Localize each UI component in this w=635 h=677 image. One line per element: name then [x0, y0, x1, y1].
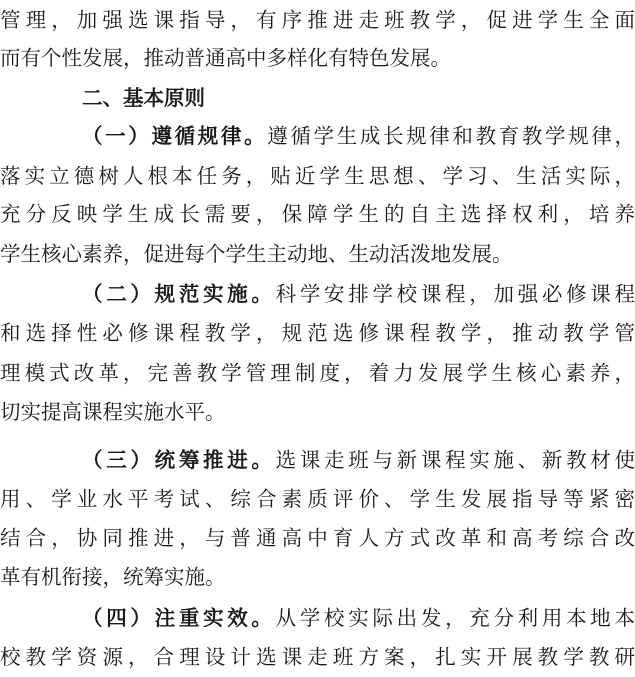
paragraph-line: 校教学资源，合理设计选课走班方案，扎实开展教学教研 [0, 645, 635, 669]
principle-3-first-line [82, 440, 635, 480]
principle-3-text: 选课走班与新课程实施、新教材使 [275, 448, 635, 472]
paragraph-line: 学生核心素养，促进每个学生主动地、生动活泼地发展。 [0, 242, 513, 266]
paragraph-line: 切实提高课程实施水平。 [0, 400, 226, 424]
principle-2-first-line [82, 274, 635, 314]
principle-1-text: 遵循学生成长规律和教育教学规律， [267, 124, 635, 148]
principle-1-first-line [82, 116, 635, 156]
principle-4-text: 从学校实际出发，充分利用本地本 [275, 606, 635, 630]
paragraph-line: 充分反映学生成长需要，保障学生的自主选择权利，培养 [0, 202, 635, 226]
principle-2-lead: （二）规范实施。 [82, 282, 276, 306]
intro-line: 管理，加强选课指导，有序推进走班教学，促进学生全面 [0, 8, 635, 32]
paragraph-line: 结合，协同推进，与普通高中育人方式改革和高考综合改 [0, 526, 635, 550]
section-heading: 二、基本原则 [82, 86, 205, 110]
paragraph-line: 用、学业水平考试、综合素质评价、学生发展指导等紧密 [0, 487, 635, 511]
paragraph-line: 革有机衔接，统筹实施。 [0, 565, 226, 589]
principle-4-first-line [82, 598, 635, 638]
intro-line: 而有个性发展，推动普通高中多样化有特色发展。 [0, 46, 451, 70]
principle-4-lead: （四）注重实效。 [82, 606, 276, 630]
principle-3-lead: （三）统筹推进。 [82, 448, 276, 472]
principle-2-text: 科学安排学校课程，加强必修课程 [275, 282, 635, 306]
paragraph-line: 理模式改革，完善教学管理制度，着力发展学生核心素养， [0, 361, 635, 385]
principle-1-lead: （一）遵循规律。 [82, 124, 268, 148]
paragraph-line: 和选择性必修课程教学，规范选修课程教学，推动教学管 [0, 321, 635, 345]
paragraph-line: 落实立德树人根本任务，贴近学生思想、学习、生活实际， [0, 164, 635, 188]
